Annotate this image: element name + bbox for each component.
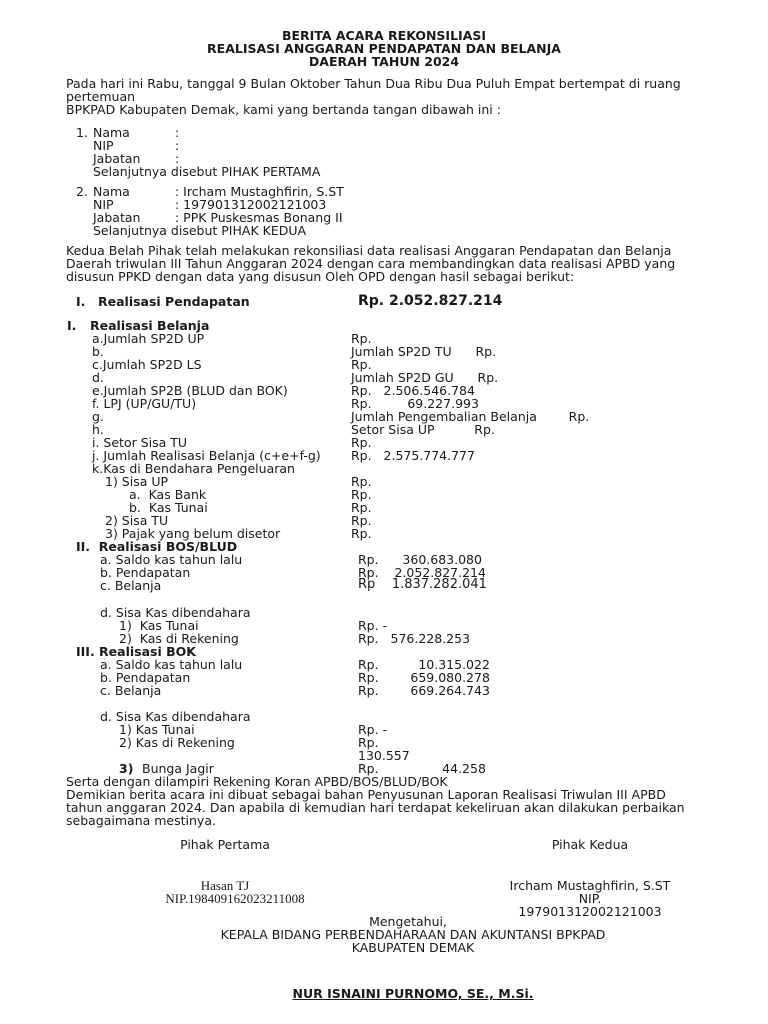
belanja-row-label: e.Jumlah SP2B (BLUD dan BOK) <box>92 383 288 398</box>
belanja-title: Realisasi Belanja <box>90 318 210 333</box>
party-2-number: 2. <box>76 184 88 199</box>
belanja-row-value: Rp. <box>351 357 372 372</box>
party-1-nama-value: : <box>175 125 180 140</box>
bok-row-value: Rp. - <box>358 722 388 737</box>
party-1-number: 1. <box>76 125 88 140</box>
approval-line3: KABUPATEN DEMAK <box>351 940 475 955</box>
bok-row-label: Bunga Jagir <box>142 761 214 776</box>
bok-row-value: Rp. 659.080.278 <box>358 670 490 685</box>
belanja-row-label: d. <box>92 370 104 385</box>
belanja-row-value: Rp. <box>351 435 372 450</box>
bok-row-label: 2) Kas di Rekening <box>119 735 235 750</box>
belanja-row-label: g. <box>92 409 104 424</box>
belanja-row-label: 2) Sisa TU <box>105 513 169 528</box>
signature-left-nip: NIP.198409162023211008 <box>165 891 305 906</box>
belanja-row-value: Jumlah Pengembalian Belanja Rp. <box>351 409 590 424</box>
belanja-row-label: a. Kas Bank <box>129 487 207 502</box>
intro-line1: Pada hari ini Rabu, tanggal 9 Bulan Oktober Tahun Dua Ribu Dua Puluh Empat bertempat di ruang <box>66 76 681 91</box>
body-line3: disusun PPKD dengan data yang disusun Oleh OPD dengan hasil sebagai berikut: <box>66 269 575 284</box>
belanja-row-value: Jumlah SP2D GU Rp. <box>351 370 499 385</box>
belanja-row-label: 1) Sisa UP <box>105 474 169 489</box>
party-1-jabatan-value: : <box>175 151 180 166</box>
signature-right-name: Ircham Mustaghfirin, S.ST <box>509 878 671 893</box>
closing-line3: tahun anggaran 2024. Dan apabila di kemudian hari terdapat kekeliruan akan dilakukan perbaikan <box>66 800 685 815</box>
doc-title-line1: BERITA ACARA REKONSILIASI <box>281 28 487 43</box>
belanja-row-label: b. <box>92 344 104 359</box>
party-1-nip-label: NIP <box>93 138 114 153</box>
bok-row-value: 130.557 <box>358 748 410 763</box>
belanja-row-label: c.Jumlah SP2D LS <box>92 357 202 372</box>
belanja-row-label: b. Kas Tunai <box>129 500 208 515</box>
bos-row-value: Rp. 360.683.080 <box>358 552 482 567</box>
pendapatan-number: I. <box>76 294 86 309</box>
belanja-row-label: f. LPJ (UP/GU/TU) <box>92 396 197 411</box>
doc-title-line2: REALISASI ANGGARAN PENDAPATAN DAN BELANJA <box>207 41 561 56</box>
party-2-jabatan-label: Jabatan <box>93 210 141 225</box>
belanja-row-value: Rp. <box>351 331 372 346</box>
intro-line3: BPKPAD Kabupaten Demak, kami yang bertanda tangan dibawah ini : <box>66 102 501 117</box>
party-2-nip-value: : 197901312002121003 <box>175 197 327 212</box>
belanja-row-value: Rp. 69.227.993 <box>351 396 479 411</box>
closing-line1: Serta dengan dilampiri Rekening Koran APBD/BOS/BLUD/BOK <box>66 774 448 789</box>
bos-row-label: c. Belanja <box>100 578 162 593</box>
party-1-note: Selanjutnya disebut PIHAK PERTAMA <box>93 164 321 179</box>
signature-right-nip: 197901312002121003 <box>518 904 662 919</box>
belanja-row-label: 3) Pajak yang belum disetor <box>105 526 281 541</box>
bok-row-label: a. Saldo kas tahun lalu <box>100 657 243 672</box>
approval-name: NUR ISNAINI PURNOMO, SE., M.Si. <box>292 986 534 1001</box>
intro-line2: pertemuan <box>66 89 136 104</box>
belanja-row-label: i. Setor Sisa TU <box>92 435 188 450</box>
signature-left-name: Hasan TJ <box>200 878 250 893</box>
bok-row-label: 1) Kas Tunai <box>119 722 195 737</box>
party-2-nama-label: Nama <box>93 184 130 199</box>
bok-title: III. Realisasi BOK <box>76 644 196 659</box>
party-1-nama-label: Nama <box>93 125 130 140</box>
body-line1: Kedua Belah Pihak telah melakukan rekonsiliasi data realisasi Anggaran Pendapatan dan Belanja <box>66 243 672 258</box>
signature-right-title: Pihak Kedua <box>551 837 629 852</box>
bos-title: II. Realisasi BOS/BLUD <box>76 539 238 554</box>
bok-row-value: Rp. 44.258 <box>358 761 486 776</box>
closing-line2: Demikian berita acara ini dibuat sebagai bahan Penyusunan Laporan Realisasi Triwulan III APBD <box>66 787 666 802</box>
party-2-nama-value: : Ircham Mustaghfirin, S.ST <box>175 184 344 199</box>
belanja-row-value: Rp. <box>351 474 372 489</box>
party-2-jabatan-value: : PPK Puskesmas Bonang II <box>175 210 343 225</box>
belanja-row-value: Rp. 2.506.546.784 <box>351 383 475 398</box>
signature-right-nip-label: NIP. <box>578 891 602 906</box>
belanja-row-label: h. <box>92 422 104 437</box>
bos-row-value: Rp. 576.228.253 <box>358 631 471 646</box>
bok-row-label: c. Belanja <box>100 683 162 698</box>
doc-title-line3: DAERAH TAHUN 2024 <box>308 54 460 69</box>
bok-row-value: Rp. <box>358 735 379 750</box>
belanja-row-value: Rp. 2.575.774.777 <box>351 448 475 463</box>
belanja-row-label: j. Jumlah Realisasi Belanja (c+e+f-g) <box>92 448 321 463</box>
party-2-nip-label: NIP <box>93 197 114 212</box>
bok-row-label: d. Sisa Kas dibendahara <box>100 709 251 724</box>
closing-line4: sebagaimana mestinya. <box>66 813 216 828</box>
bos-row-label: a. Saldo kas tahun lalu <box>100 552 243 567</box>
belanja-row-value: Rp. <box>351 513 372 528</box>
bos-row-value: Rp. - <box>358 618 388 633</box>
belanja-number: I. <box>67 318 77 333</box>
pendapatan-value: Rp. 2.052.827.214 <box>358 293 503 309</box>
bos-row-label: 2) Kas di Rekening <box>119 631 239 646</box>
belanja-row-value: Jumlah SP2D TU Rp. <box>351 344 497 359</box>
bok-row-value: Rp. 10.315.022 <box>358 657 490 672</box>
belanja-row-label: k.Kas di Bendahara Pengeluaran <box>92 461 295 476</box>
belanja-row-value: Setor Sisa UP Rp. <box>351 422 495 437</box>
bok-row-number: 3) <box>119 761 134 776</box>
bos-row-value: Rp 1.837.282.041 <box>358 577 487 592</box>
bos-row-label: 1) Kas Tunai <box>119 618 199 633</box>
belanja-row-value: Rp. <box>351 500 372 515</box>
approval-line1: Mengetahui, <box>369 914 447 929</box>
body-line2: Daerah triwulan III Tahun Anggaran 2024 dengan cara membandingkan data realisasi APBD yang <box>66 256 676 271</box>
bos-row-value: Rp. 2.052.827.214 <box>358 565 486 580</box>
belanja-row-value: Rp. <box>351 487 372 502</box>
party-1-jabatan-label: Jabatan <box>93 151 141 166</box>
bos-row-label: d. Sisa Kas dibendahara <box>100 605 251 620</box>
approval-line2: KEPALA BIDANG PERBENDAHARAAN DAN AKUNTANSI BPKPAD <box>220 927 606 942</box>
bos-row-label: b. Pendapatan <box>100 565 191 580</box>
signature-left-title: Pihak Pertama <box>180 837 270 852</box>
party-2-note: Selanjutnya disebut PIHAK KEDUA <box>93 223 307 238</box>
belanja-row-value: Rp. <box>351 526 372 541</box>
party-1-nip-value: : <box>175 138 180 153</box>
bok-row-value: Rp. 669.264.743 <box>358 683 490 698</box>
belanja-row-label: a.Jumlah SP2D UP <box>92 331 205 346</box>
bok-row-label: b. Pendapatan <box>100 670 191 685</box>
pendapatan-label: Realisasi Pendapatan <box>98 294 250 309</box>
